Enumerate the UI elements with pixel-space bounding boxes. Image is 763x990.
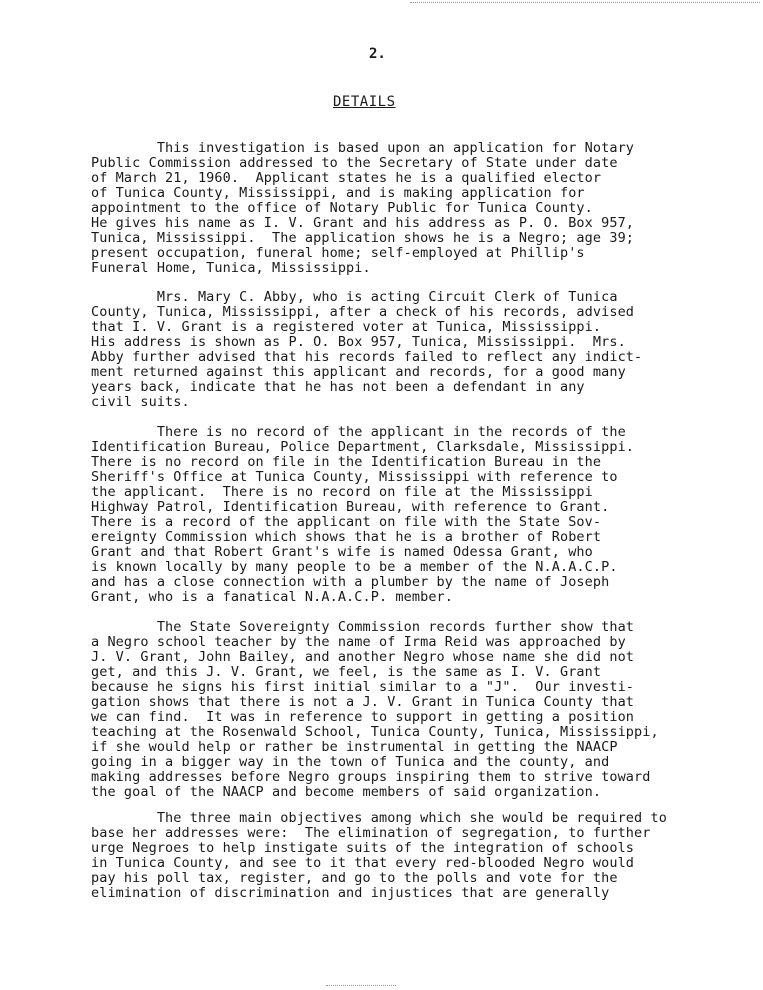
paragraph-application: This investigation is based upon an application for Notary Public Commission addressed to the Secretary of State under date of March 21, 1960. Applicant states he is a qualified elector of Tunica County, Mississippi, and is making application for appointment to the office of Notary Public for Tunica County. He gives his name as I. V. Grant and his address as P. O. Box 957, Tunica, Mississippi. The application shows he is a Negro; age 39; present occupation, funeral home; self-employed at Phillip's Funeral Home, Tunica, Mississippi. — [91, 140, 635, 276]
section-heading: DETAILS — [333, 94, 396, 110]
paragraph-commission-records: The State Sovereignty Commission records further show that a Negro school teacher by the name of Irma Reid was approached by J. V. Grant, John Bailey, and another Negro whose name she did not get, and this J. V. Grant, we feel, is the same as I. V. Grant because he signs his first initial similar to a "J". Our investi- gation shows that there is not a J. V. Grant in Tunica County that we can find. It was in reference to support in getting a position teaching at the Rosenwald School, Tunica County, Tunica, Mississippi, if she would help or rather be instrumental in getting the NAACP going in a bigger way in the town of Tunica and the county, and making addresses before Negro groups inspiring them to strive toward the goal of the NAACP and become members of said organization. — [91, 619, 659, 800]
top-dotted-rule — [410, 2, 760, 3]
page-number: 2. — [369, 46, 386, 62]
paragraph-records: There is no record of the applicant in the records of the Identification Bureau, Police Department, Clarksdale, Mississippi. There is no record on file in the Identification Bureau in the Sheriff's Office at Tunica County, Mississippi with reference to the applicant. There is no record on file at the Mississippi Highway Patrol, Identification Bureau, with reference to Grant. There is a record of the applicant on file with the State Sov- ereignty Commission which shows that he is a brother of Robert Grant and that Robert Grant's wife is named Odessa Grant, who is known locally by many people to be a member of the N.A.A.C.P. and has a close connection with a plumber by the name of Joseph Grant, who is a fanatical N.A.A.C.P. member. — [91, 424, 635, 605]
paragraph-objectives: The three main objectives among which she would be required to base her addresses were: The elimination of segregation, to further urge Negroes to help instigate suits of the integration of schools in Tunica County, and see to it that every red-blooded Negro would pay his poll tax, register, and go to the polls and vote for the elimination of discrimination and injustices that are generally — [91, 810, 667, 901]
paragraph-circuit-clerk: Mrs. Mary C. Abby, who is acting Circuit Clerk of Tunica County, Tunica, Mississippi, after a check of his records, advised that I. V. Grant is a registered voter at Tunica, Mississippi. His address is shown as P. O. Box 957, Tunica, Mississippi. Mrs. Abby further advised that his records failed to reflect any indict- ment returned against this applicant and records, for a good many years back, indicate that he has not been a defendant in any civil suits. — [91, 289, 643, 410]
bottom-dotted-rule — [326, 985, 396, 986]
